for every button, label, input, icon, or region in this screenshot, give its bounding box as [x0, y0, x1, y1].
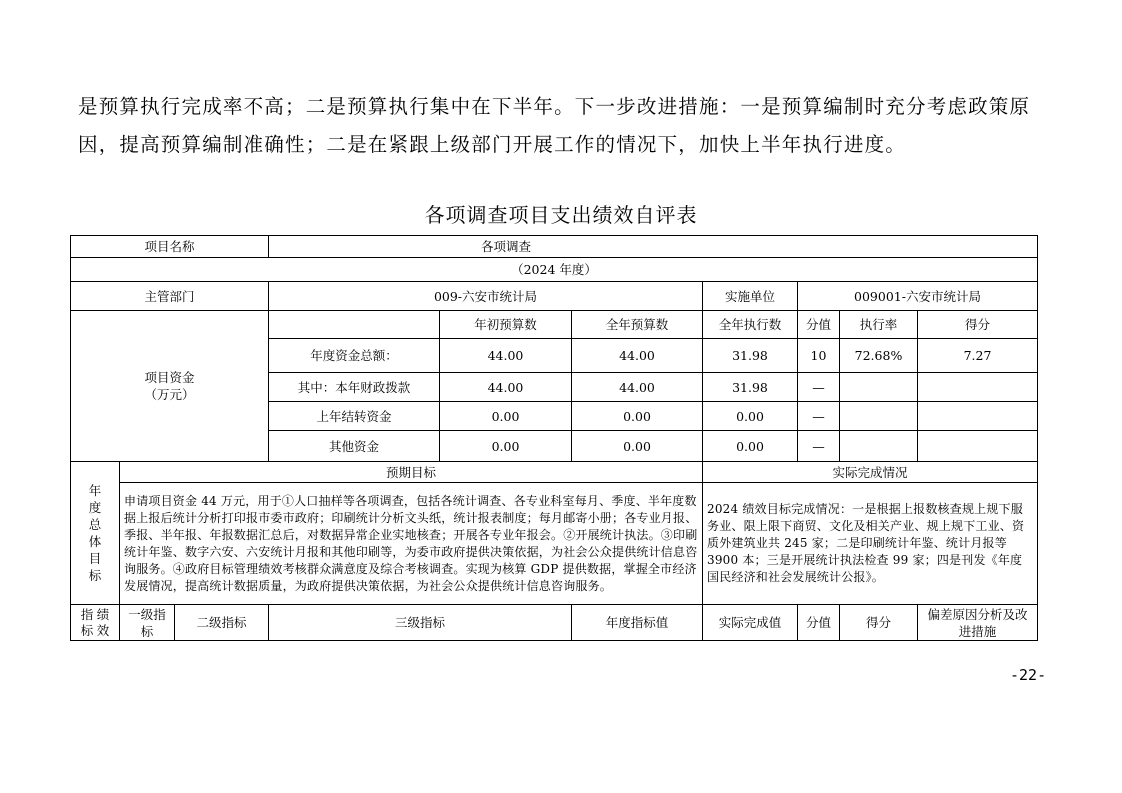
goals-actual-text: 2024 绩效目标完成情况：一是根据上报数核查规上规下服务业、限上限下商贸、文化及相关产业、规上规下工业、资质外建筑业共 245 家；二是印刷统计年鉴、统计月报等 3900 本；三是开展统计执法检查 99 家；四是刊发《年度国民经济和社会发展统计公报》。 [703, 483, 1038, 605]
goals-side-label [71, 462, 120, 605]
row-executed: 0.00 [703, 431, 798, 462]
row-label: 其中：本年财政拨款 [269, 373, 440, 402]
dept-label: 主管部门 [71, 282, 269, 311]
header-indicator-score-value: 分值 [798, 605, 840, 641]
dept-value: 009-六安市统计局 [269, 282, 703, 311]
project-name-row [71, 236, 1038, 258]
goals-side-label-text: 年度总体目标 [88, 483, 102, 583]
funds-label [71, 311, 269, 462]
header-score-value: 分值 [798, 311, 840, 339]
year-label: （2024 年度） [71, 258, 1038, 282]
row-full-year: 44.00 [572, 339, 703, 373]
project-name-label: 项目名称 [71, 236, 269, 258]
row-label: 上年结转资金 [269, 402, 440, 431]
row-score: 7.27 [918, 339, 1038, 373]
row-score-value: — [798, 373, 840, 402]
table-title: 各项调查项目支出绩效自评表 [424, 203, 698, 227]
row-rate: 72.68% [840, 339, 918, 373]
goals-text-row [71, 483, 1038, 605]
performance-table [70, 235, 1038, 641]
header-level2: 二级指标 [175, 605, 269, 641]
goals-expected-text: 申请项目资金 44 万元，用于①人口抽样等各项调查，包括各统计调查、各专业科室每月、季度、半年度数据上报后统计分析打印报市委市政府；印刷统计分析文头纸，统计报表制度；每月邮寄小册；各专业月报、季报、半年报、年报数据汇总后，对数据异常企业实地核查；开展各专业年报会。②开展统计执法。③印刷统计年鉴、数字六安、六安统计月报和其他印刷等，为委市政府提供决策依据，为社会公众提供统计信息咨询服务。④政府目标管理绩效考核群众满意度及综合考核调查。实现为核算 GDP 提供数据，掌握全市经济发展情况，提高统计数据质量，为政府提供决策依据，为社会公众提供统计信息咨询服务。 [120, 483, 703, 605]
indicators-side-char: 指 [80, 606, 94, 622]
row-initial: 44.00 [440, 339, 572, 373]
project-name-value: 各项调查 [269, 236, 1038, 258]
dept-row [71, 282, 1038, 311]
row-score [918, 431, 1038, 462]
row-rate [840, 402, 918, 431]
row-score-value: 10 [798, 339, 840, 373]
header-deviation: 偏差原因分析及改进措施 [918, 605, 1038, 641]
row-score [918, 373, 1038, 402]
goals-header-row [71, 462, 1038, 483]
header-executed: 全年执行数 [703, 311, 798, 339]
header-level3: 三级指标 [269, 605, 572, 641]
funds-header-row [71, 311, 1038, 339]
indicators-side-label [71, 605, 120, 641]
goals-actual-header: 实际完成情况 [703, 462, 1038, 483]
row-full-year: 0.00 [572, 431, 703, 462]
header-full-year: 全年预算数 [572, 311, 703, 339]
row-initial: 44.00 [440, 373, 572, 402]
row-score [918, 402, 1038, 431]
header-annual-value: 年度指标值 [572, 605, 703, 641]
row-full-year: 44.00 [572, 373, 703, 402]
indicators-side-char: 标 [80, 622, 94, 638]
header-rate: 执行率 [840, 311, 918, 339]
indicators-side-char: 绩 [96, 606, 110, 622]
header-indicator-score: 得分 [840, 605, 918, 641]
row-full-year: 0.00 [572, 402, 703, 431]
year-row [71, 258, 1038, 282]
paragraph-line-1: 是预算执行完成率不高；二是预算执行集中在下半年。下一步改进措施：一是预算编制时充分考虑政策原 [78, 95, 1031, 118]
unit-label: 实施单位 [703, 282, 798, 311]
header-initial: 年初预算数 [440, 311, 572, 339]
row-rate [840, 373, 918, 402]
row-executed: 31.98 [703, 373, 798, 402]
row-initial: 0.00 [440, 431, 572, 462]
header-score: 得分 [918, 311, 1038, 339]
row-executed: 31.98 [703, 339, 798, 373]
header-level1: 一级指标 [120, 605, 175, 641]
funds-label-line2: （万元） [144, 387, 195, 402]
row-rate [840, 431, 918, 462]
indicators-header-row [71, 605, 1038, 641]
indicators-side-char: 效 [96, 622, 110, 638]
row-executed: 0.00 [703, 402, 798, 431]
row-initial: 0.00 [440, 402, 572, 431]
funds-header-blank [269, 311, 440, 339]
funds-label-line1: 项目资金 [144, 370, 195, 385]
row-label: 其他资金 [269, 431, 440, 462]
unit-value: 009001-六安市统计局 [798, 282, 1038, 311]
goals-expected-header: 预期目标 [120, 462, 703, 483]
row-label: 年度资金总额： [269, 339, 440, 373]
header-actual-value: 实际完成值 [703, 605, 798, 641]
row-score-value: — [798, 431, 840, 462]
paragraph-line-2: 因，提高预算编制准确性；二是在紧跟上级部门开展工作的情况下，加快上半年执行进度。 [78, 133, 907, 156]
page-number: -22- [1010, 666, 1047, 684]
row-score-value: — [798, 402, 840, 431]
